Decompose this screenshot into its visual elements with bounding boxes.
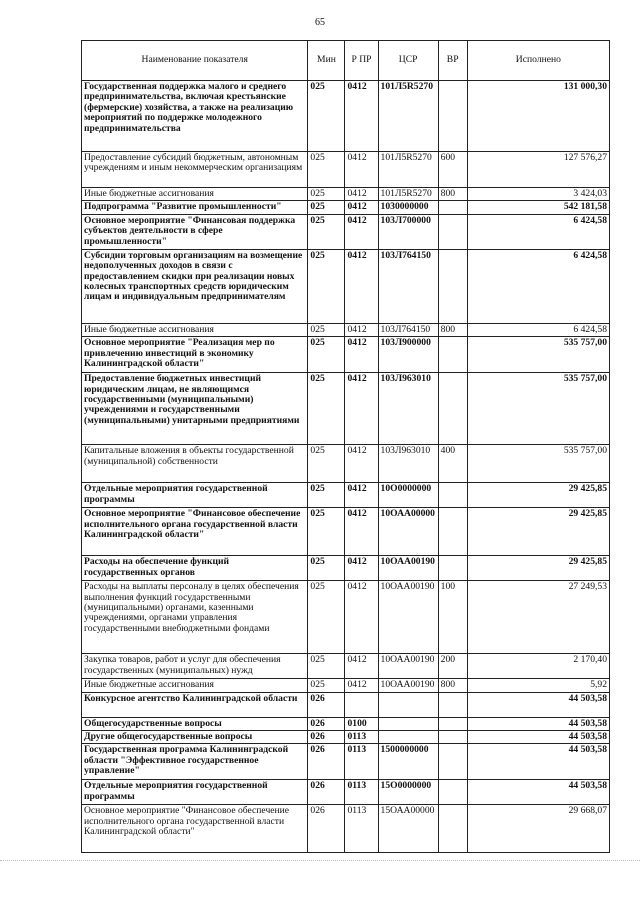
table-row bbox=[82, 214, 610, 249]
cell-vr bbox=[438, 717, 467, 730]
cell-vr bbox=[438, 692, 467, 717]
cell-csr: 10ОАА00190 bbox=[378, 556, 438, 581]
table-row bbox=[82, 731, 610, 744]
table-header-row bbox=[82, 41, 610, 81]
cell-exec: 27 249,53 bbox=[467, 581, 609, 654]
cell-vr: 800 bbox=[438, 679, 467, 692]
cell-csr: 103Л900000 bbox=[378, 337, 438, 373]
cell-name: Основное мероприятие "Реализация мер по привлечению инвестиций в экономику Калининградской области" bbox=[82, 337, 308, 373]
cell-exec: 44 503,58 bbox=[467, 717, 609, 730]
cell-min: 025 bbox=[308, 337, 345, 373]
cell-vr bbox=[438, 556, 467, 581]
cell-name: Капитальные вложения в объекты государственной (муниципальной) собственности bbox=[82, 445, 308, 483]
cell-name: Подпрограмма "Развитие промышленности" bbox=[82, 201, 308, 214]
cell-csr: 103Л700000 bbox=[378, 214, 438, 249]
cell-name: Государственная поддержка малого и среднего предпринимательства, включая крестьянские (фермерские) хозяйства, а также на реализацию мероприятий по поддержке молодежного предпринимательства bbox=[82, 81, 308, 152]
table-row bbox=[82, 581, 610, 654]
cell-exec: 127 576,27 bbox=[467, 152, 609, 188]
header-exec: Исполнено bbox=[467, 41, 609, 81]
cell-min: 026 bbox=[308, 692, 345, 717]
cell-vr: 400 bbox=[438, 445, 467, 483]
cell-name: Конкурсное агентство Калининградской области bbox=[82, 692, 308, 717]
cell-vr bbox=[438, 214, 467, 249]
cell-csr: 103Л764150 bbox=[378, 323, 438, 336]
cell-name: Государственная программа Калининградской области "Эффективное государственное управление" bbox=[82, 744, 308, 780]
cell-exec: 29 425,85 bbox=[467, 508, 609, 556]
cell-vr bbox=[438, 249, 467, 323]
cell-exec: 542 181,58 bbox=[467, 201, 609, 214]
cell-vr bbox=[438, 373, 467, 445]
cell-min: 025 bbox=[308, 679, 345, 692]
cell-exec: 44 503,58 bbox=[467, 731, 609, 744]
header-name: Наименование показателя bbox=[82, 41, 308, 81]
cell-min: 025 bbox=[308, 654, 345, 679]
table-row bbox=[82, 323, 610, 336]
cell-min: 026 bbox=[308, 780, 345, 805]
cell-rpr: 0412 bbox=[345, 654, 378, 679]
cell-rpr: 0412 bbox=[345, 249, 378, 323]
cell-csr bbox=[378, 692, 438, 717]
cell-min: 025 bbox=[308, 483, 345, 508]
cell-min: 025 bbox=[308, 445, 345, 483]
cell-min: 025 bbox=[308, 373, 345, 445]
cell-csr: 103Л764150 bbox=[378, 249, 438, 323]
cell-exec: 44 503,58 bbox=[467, 744, 609, 780]
cell-name: Иные бюджетные ассигнования bbox=[82, 323, 308, 336]
cell-min: 025 bbox=[308, 152, 345, 188]
cell-vr: 800 bbox=[438, 188, 467, 201]
cell-min: 025 bbox=[308, 508, 345, 556]
cell-rpr: 0100 bbox=[345, 717, 378, 730]
table-row bbox=[82, 717, 610, 730]
cell-rpr: 0412 bbox=[345, 81, 378, 152]
cell-vr bbox=[438, 201, 467, 214]
header-vr: ВР bbox=[438, 41, 467, 81]
table-row bbox=[82, 780, 610, 805]
table-row bbox=[82, 508, 610, 556]
table-row bbox=[82, 152, 610, 188]
table-row bbox=[82, 556, 610, 581]
cell-vr bbox=[438, 780, 467, 805]
cell-csr: 101Л5R5270 bbox=[378, 81, 438, 152]
cell-exec: 5,92 bbox=[467, 679, 609, 692]
header-min: Мин bbox=[308, 41, 345, 81]
cell-name: Иные бюджетные ассигнования bbox=[82, 188, 308, 201]
cell-name: Другие общегосударственные вопросы bbox=[82, 731, 308, 744]
header-csr: ЦСР bbox=[378, 41, 438, 81]
cell-csr: 101Л5R5270 bbox=[378, 188, 438, 201]
table-body bbox=[82, 81, 610, 853]
cell-name: Предоставление субсидий бюджетным, автономным учреждениям и иным некоммерческим организациям bbox=[82, 152, 308, 188]
cell-name: Общегосударственные вопросы bbox=[82, 717, 308, 730]
cell-name: Расходы на выплаты персоналу в целях обеспечения выполнения функций государственными (муниципальными) органами, казенными учреждениями, органами управления государственными внебюджетными фондами bbox=[82, 581, 308, 654]
cell-exec: 131 000,30 bbox=[467, 81, 609, 152]
cell-name: Отдельные мероприятия государственной программы bbox=[82, 483, 308, 508]
table-row bbox=[82, 337, 610, 373]
cell-rpr: 0113 bbox=[345, 744, 378, 780]
cell-vr bbox=[438, 337, 467, 373]
cell-exec: 29 425,85 bbox=[467, 556, 609, 581]
cell-name: Расходы на обеспечение функций государственных органов bbox=[82, 556, 308, 581]
cell-rpr bbox=[345, 692, 378, 717]
cell-vr: 100 bbox=[438, 581, 467, 654]
cell-exec: 44 503,58 bbox=[467, 692, 609, 717]
cell-csr: 10ОАА00000 bbox=[378, 508, 438, 556]
cell-exec: 535 757,00 bbox=[467, 373, 609, 445]
cell-rpr: 0412 bbox=[345, 201, 378, 214]
cell-name: Закупка товаров, работ и услуг для обеспечения государственных (муниципальных) нужд bbox=[82, 654, 308, 679]
table-row bbox=[82, 692, 610, 717]
cell-vr bbox=[438, 483, 467, 508]
cell-min: 025 bbox=[308, 323, 345, 336]
cell-csr: 1500000000 bbox=[378, 744, 438, 780]
cell-rpr: 0412 bbox=[345, 214, 378, 249]
cell-vr bbox=[438, 81, 467, 152]
cell-csr: 101Л5R5270 bbox=[378, 152, 438, 188]
cell-rpr: 0412 bbox=[345, 323, 378, 336]
cell-name: Основное мероприятие "Финансовое обеспечение исполнительного органа государственной власти Калининградской области" bbox=[82, 805, 308, 853]
cell-name: Основное мероприятие "Финансовое обеспечение исполнительного органа государственной власти Калининградской области" bbox=[82, 508, 308, 556]
cell-min: 026 bbox=[308, 805, 345, 853]
cell-rpr: 0412 bbox=[345, 337, 378, 373]
cell-min: 026 bbox=[308, 731, 345, 744]
table-row bbox=[82, 483, 610, 508]
cell-rpr: 0113 bbox=[345, 731, 378, 744]
cell-csr: 10ОАА00190 bbox=[378, 581, 438, 654]
cell-csr bbox=[378, 717, 438, 730]
cell-exec: 2 170,40 bbox=[467, 654, 609, 679]
table-row bbox=[82, 805, 610, 853]
cell-exec: 6 424,58 bbox=[467, 249, 609, 323]
cell-rpr: 0113 bbox=[345, 805, 378, 853]
cell-rpr: 0113 bbox=[345, 780, 378, 805]
cell-rpr: 0412 bbox=[345, 445, 378, 483]
cell-name: Иные бюджетные ассигнования bbox=[82, 679, 308, 692]
scan-edge-line bbox=[0, 860, 640, 864]
table-row bbox=[82, 445, 610, 483]
cell-min: 025 bbox=[308, 188, 345, 201]
cell-name: Основное мероприятие "Финансовая поддержка субъектов деятельности в сфере промышленности" bbox=[82, 214, 308, 249]
cell-rpr: 0412 bbox=[345, 581, 378, 654]
cell-csr: 15О0000000 bbox=[378, 780, 438, 805]
cell-rpr: 0412 bbox=[345, 508, 378, 556]
cell-min: 025 bbox=[308, 581, 345, 654]
table-row bbox=[82, 744, 610, 780]
cell-csr: 103Л963010 bbox=[378, 445, 438, 483]
table-row bbox=[82, 81, 610, 152]
cell-vr bbox=[438, 731, 467, 744]
cell-csr: 1030000000 bbox=[378, 201, 438, 214]
cell-min: 025 bbox=[308, 81, 345, 152]
cell-exec: 29 425,85 bbox=[467, 483, 609, 508]
cell-exec: 44 503,58 bbox=[467, 780, 609, 805]
table-row bbox=[82, 188, 610, 201]
cell-exec: 535 757,00 bbox=[467, 445, 609, 483]
cell-csr: 10ОАА00190 bbox=[378, 679, 438, 692]
cell-min: 026 bbox=[308, 744, 345, 780]
cell-min: 025 bbox=[308, 214, 345, 249]
cell-min: 025 bbox=[308, 556, 345, 581]
cell-csr: 103Л963010 bbox=[378, 373, 438, 445]
header-rpr: Р ПР bbox=[345, 41, 378, 81]
cell-rpr: 0412 bbox=[345, 679, 378, 692]
cell-exec: 6 424,58 bbox=[467, 323, 609, 336]
cell-vr: 200 bbox=[438, 654, 467, 679]
cell-vr bbox=[438, 805, 467, 853]
cell-vr bbox=[438, 744, 467, 780]
cell-name: Предоставление бюджетных инвестиций юридическим лицам, не являющимся государственными (муниципальными) учреждениями и государственными (муниципальными) унитарными предприятиями bbox=[82, 373, 308, 445]
table-row bbox=[82, 201, 610, 214]
cell-min: 025 bbox=[308, 249, 345, 323]
cell-csr: 10О0000000 bbox=[378, 483, 438, 508]
cell-vr: 800 bbox=[438, 323, 467, 336]
cell-min: 026 bbox=[308, 717, 345, 730]
cell-exec: 6 424,58 bbox=[467, 214, 609, 249]
table-row bbox=[82, 373, 610, 445]
cell-vr: 600 bbox=[438, 152, 467, 188]
cell-name: Отдельные мероприятия государственной программы bbox=[82, 780, 308, 805]
cell-rpr: 0412 bbox=[345, 152, 378, 188]
cell-rpr: 0412 bbox=[345, 188, 378, 201]
cell-exec: 535 757,00 bbox=[467, 337, 609, 373]
budget-execution-table bbox=[81, 40, 610, 853]
table-row bbox=[82, 249, 610, 323]
cell-name: Субсидии торговым организациям на возмещение недополученных доходов в связи с предоставлением скидки при реализации новых колесных транспортных средств юридическим лицам и индивидуальным предпринимателям bbox=[82, 249, 308, 323]
table-row bbox=[82, 654, 610, 679]
cell-rpr: 0412 bbox=[345, 373, 378, 445]
cell-csr bbox=[378, 731, 438, 744]
cell-csr: 10ОАА00190 bbox=[378, 654, 438, 679]
cell-rpr: 0412 bbox=[345, 556, 378, 581]
cell-exec: 3 424,03 bbox=[467, 188, 609, 201]
cell-vr bbox=[438, 508, 467, 556]
cell-exec: 29 668,07 bbox=[467, 805, 609, 853]
page-number: 65 bbox=[315, 17, 325, 28]
table-row bbox=[82, 679, 610, 692]
cell-csr: 15ОАА00000 bbox=[378, 805, 438, 853]
cell-rpr: 0412 bbox=[345, 483, 378, 508]
cell-min: 025 bbox=[308, 201, 345, 214]
